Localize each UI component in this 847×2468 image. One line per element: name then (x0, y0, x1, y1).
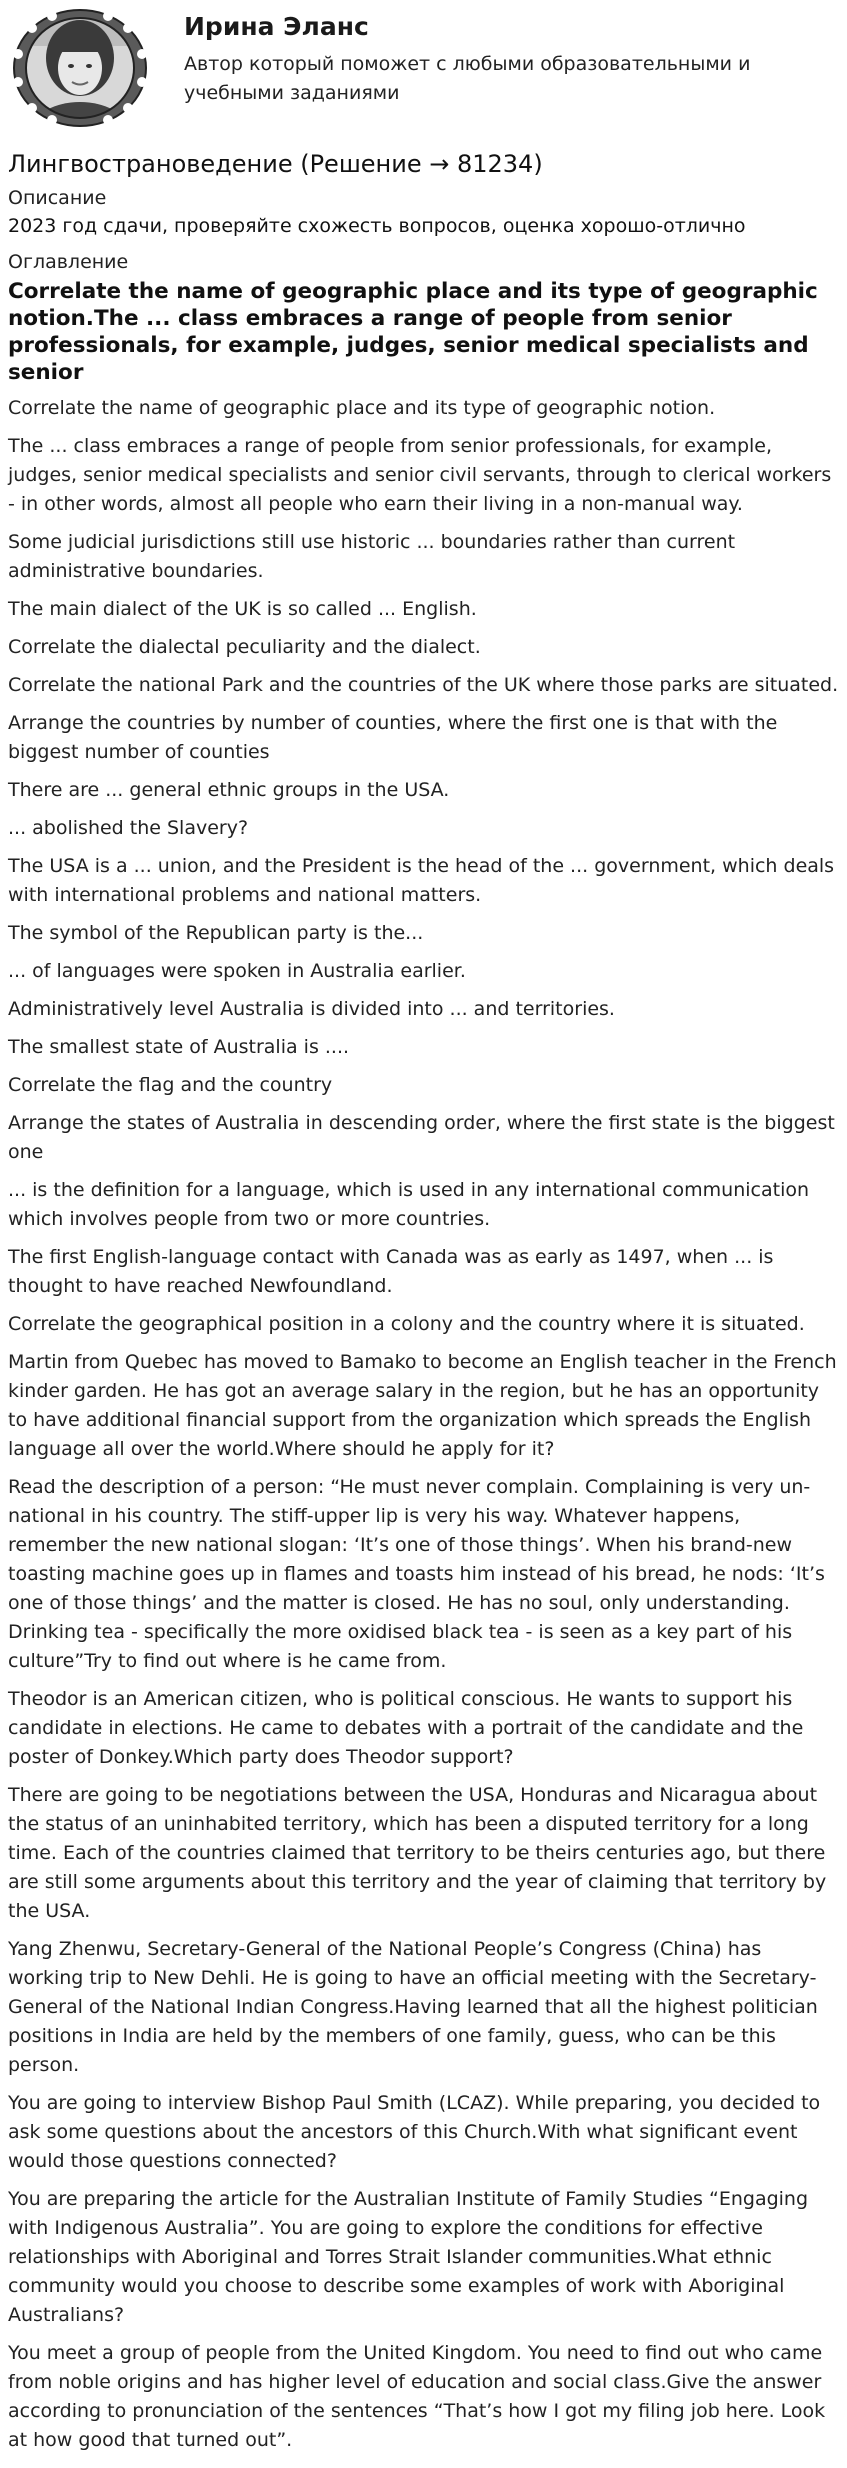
main-content (0, 147, 847, 2455)
list-item: The smallest state of Australia is .... (8, 1036, 350, 1058)
list-item: Arrange the states of Australia in descending order, where the first state is the biggest one (8, 1112, 835, 1163)
author-avatar[interactable] (8, 6, 152, 130)
list-item: The main dialect of the UK is so called ... English. (8, 598, 477, 620)
page-title: Лингвострановедение (Решение → 81234) (8, 150, 543, 178)
list-item: You are going to interview Bishop Paul Smith (LCAZ). While preparing, you decided to ask some questions about the ancestors of this Church.With what significant event would those questions connected? (8, 2092, 821, 2172)
list-item: Read the description of a person: “He must never complain. Complaining is very un-national in his country. The stiff-upper lip is very his way. Whatever happens, remember the new national slogan: ‘It’s one of those things’. When his brand-new toasting machine goes up in flames and toasts him instead of his bread, he nods: ‘It’s one of those things’ and the matter is closed. He has no soul, only understanding. Drinking tea - specifically the more oxidised black tea - is seen as a key part of his culture”Try to find out where is he came from. (8, 1476, 825, 1672)
list-item: There are going to be negotiations between the USA, Honduras and Nicaragua about the status of an uninhabited territory, which has been a disputed territory for a long time. Each of the countries claimed that territory to be theirs centuries ago, but there are still some arguments about this territory and the year of claiming that territory by the USA. (8, 1784, 827, 1922)
list-item: The ... class embraces a range of people from senior professionals, for example, judges, senior medical specialists and senior civil servants, through to clerical workers - in other words, almost all people who earn their living in a non-manual way. (8, 435, 832, 515)
list-item: Correlate the name of geographic place and its type of geographic notion. (8, 397, 716, 419)
toc-label: Оглавление (8, 251, 129, 273)
list-item: Arrange the countries by number of counties, where the first one is that with the biggest number of counties (8, 712, 778, 763)
list-item: Yang Zhenwu, Secretary-General of the National People’s Congress (China) has working trip to New Dehli. He is going to have an official meeting with the Secretary-General of the National Indian Congress.Having learned that all the highest politician positions in India are held by the members of one family, guess, who can be this person. (8, 1938, 818, 2076)
list-item: Martin from Quebec has moved to Bamako to become an English teacher in the French kinder garden. He has got an average salary in the region, but he has an opportunity to have additional financial support from the organization which spreads the English language all over the world.Where should he apply for it? (8, 1351, 837, 1460)
author-description: Автор который поможет с любыми образовательными и учебными заданиями (184, 53, 751, 104)
questions-list (8, 394, 839, 2455)
list-item: ... of languages were spoken in Australia earlier. (8, 960, 466, 982)
list-item: Correlate the national Park and the countries of the UK where those parks are situated. (8, 674, 839, 696)
list-item: Administratively level Australia is divided into ... and territories. (8, 998, 615, 1020)
description-label: Описание (8, 187, 107, 209)
list-item: The USA is a ... union, and the President is the head of the ... government, which deals with international problems and national matters. (8, 855, 835, 906)
list-item: Some judicial jurisdictions still use historic ... boundaries rather than current administrative boundaries. (8, 531, 736, 582)
list-item: Theodor is an American citizen, who is political conscious. He wants to support his candidate in elections. He came to debates with a portrait of the candidate and the poster of Donkey.Which party does Theodor support? (8, 1688, 804, 1768)
list-item: The symbol of the Republican party is the... (8, 922, 424, 944)
list-item: The first English-language contact with Canada was as early as 1497, when ... is thought to have reached Newfoundland. (8, 1246, 774, 1297)
list-item: You are preparing the article for the Australian Institute of Family Studies “Engaging with Indigenous Australia”. You are going to explore the conditions for effective relationships with Aboriginal and Torres Strait Islander communities.What ethnic community would you choose to describe some examples of work with Aboriginal Australians? (8, 2188, 809, 2326)
list-item: Correlate the geographical position in a colony and the country where it is situated. (8, 1313, 805, 1335)
list-item: You meet a group of people from the United Kingdom. You need to find out who came from noble origins and has higher level of education and social class.Give the answer according to pronunciation of the sentences “That’s how I got my filing job here. Look at how good that turned out”. (8, 2342, 826, 2451)
author-header (0, 0, 847, 145)
list-item: There are ... general ethnic groups in the USA. (8, 779, 450, 801)
author-name[interactable]: Ирина Эланс (184, 12, 369, 41)
list-item: ... abolished the Slavery? (8, 817, 249, 839)
list-item: ... is the definition for a language, which is used in any international communication which involves people from two or more countries. (8, 1179, 810, 1230)
description-text: 2023 год сдачи, проверяйте схожесть вопросов, оценка хорошо-отлично (8, 215, 746, 237)
toc-heading: Correlate the name of geographic place and its type of geographic notion.The ... class embraces a range of people from senior professionals, for example, judges, senior medical specialists and senior (8, 279, 818, 385)
list-item: Correlate the flag and the country (8, 1074, 333, 1096)
list-item: Correlate the dialectal peculiarity and the dialect. (8, 636, 481, 658)
